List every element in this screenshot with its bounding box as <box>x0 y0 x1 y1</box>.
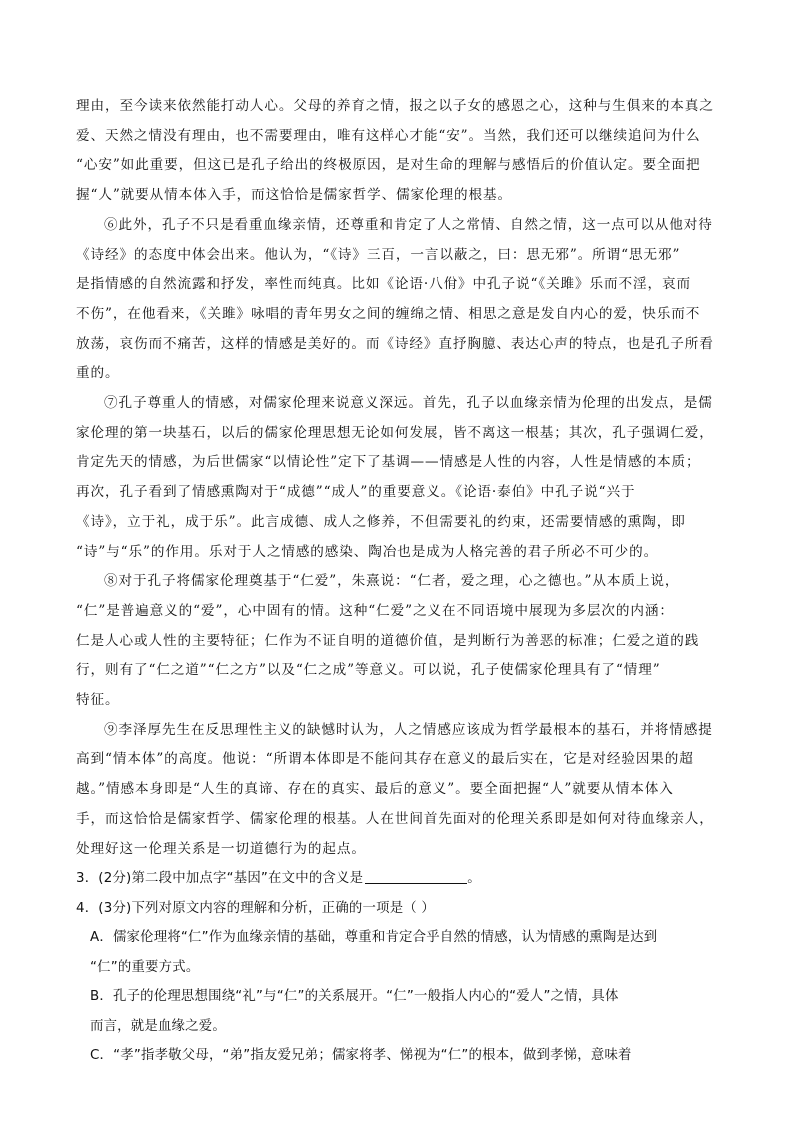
question-4-stem: 4．(3分)下列对原文内容的理解和分析，正确的一项是（ ） <box>76 900 435 916</box>
question-3-prompt: 3．(2分)第二段中加点字“基因”在文中的含义是 <box>76 871 364 887</box>
document-content <box>76 92 722 1071</box>
text-line: “诗”与“乐”的作用。乐对于人之情感的感染、陶冶也是成为人格完善的君子所必不可少的。 <box>76 543 659 560</box>
text-line: 爱、天然之情没有理由，也不需要理由，唯有这样心才能“安”。当然，我们还可以继续追问为什么 <box>76 127 701 144</box>
answer-blank[interactable] <box>365 869 467 884</box>
text-line: 肯定先天的情感，为后世儒家“以情论性”定下了基调——情感是人性的内容，人性是情感的本质； <box>76 454 701 471</box>
text-line: 放荡，哀伤而不痛苦，这样的情感是美好的。而《诗经》直抒胸臆、表达心声的特点，也是孔子所看 <box>76 335 714 352</box>
text-line: “心安”如此重要，但这已是孔子给出的终极原因，是对生命的理解与感悟后的价值认定。要全面把 <box>76 157 701 174</box>
option-b-line: B．孔子的伦理思想围绕“礼”与“仁”的关系展开。“仁”一般指人内心的“爱人”之情，具体 <box>90 989 619 1005</box>
text-line: “仁”是普遍意义的“爱”，心中固有的情。这种“仁爱”之义在不同语境中展现为多层次的内涵： <box>76 602 674 619</box>
paragraph-continued <box>76 92 722 211</box>
text-line: 行，则有了“仁之道”“仁之方”以及“仁之成”等意义。可以说，孔子使儒家伦理具有了“情理” <box>76 662 661 679</box>
question-3 <box>76 864 722 894</box>
text-line: 是指情感的自然流露和抒发，率性而纯真。比如《论语·八佾》中孔子说“《关雎》乐而不淫，哀而 <box>76 276 692 293</box>
paragraph-9 <box>76 716 722 865</box>
paragraph-6 <box>76 211 722 389</box>
option-c-line: C．“孝”指孝敬父母，“弟”指友爱兄弟；儒家将孝、悌视为“仁”的根本，做到孝悌，意味着 <box>90 1048 632 1064</box>
text-line: 家伦理的第一块基石，以后的儒家伦理思想无论如何发展，皆不离这一根基；其次，孔子强调仁爱， <box>76 424 714 441</box>
text-line: 重的。 <box>76 365 120 382</box>
text-line: 特征。 <box>76 692 120 709</box>
text-line: 仁是人心或人性的主要特征；仁作为不证自明的道德价值，是判断行为善恶的标准；仁爱之道的践 <box>76 632 700 649</box>
paragraph-8 <box>76 567 722 716</box>
text-line: ⑨李泽厚先生在反思理性主义的缺憾时认为，人之情感应该成为哲学最根本的基石，并将情感提 <box>104 721 713 738</box>
option-a-line: A．儒家伦理将“仁”作为血缘亲情的基础，尊重和肯定合乎自然的情感，认为情感的熏陶是达到 <box>90 930 658 946</box>
text-line: 理由，至今读来依然能打动人心。父母的养育之情，报之以子女的感恩之心，这种与生俱来的本真之 <box>76 98 714 114</box>
text-line: 不伤”，在他看来，《关雎》咏唱的青年男女之间的缠绵之情、相思之意是发自内心的爱，快乐而不 <box>76 305 701 322</box>
option-b-line: 而言，就是血缘之爱。 <box>90 1018 226 1034</box>
text-line: 《诗》，立于礼，成于乐”。此言成德、成人之修养，不但需要礼的约束，还需要情感的熏陶，即 <box>76 513 686 530</box>
text-line: 手，而这恰恰是儒家哲学、儒家伦理的根基。人在世间首先面对的伦理关系即是如何对待血缘亲人， <box>76 810 714 827</box>
text-line: 高到“情本体”的高度。他说：“所谓本体即是不能问其存在意义的最后实在，它是对经验因果的超 <box>76 751 694 768</box>
text-line: 握“人”就要从情本体入手，而这恰恰是儒家哲学、儒家伦理的根基。 <box>76 187 513 204</box>
text-line: ⑧对于孔子将儒家伦理奠基于“仁爱”，朱熹说：“仁者，爱之理，心之德也。”从本质上说， <box>104 573 680 590</box>
paragraph-7 <box>76 389 722 567</box>
option-a-line: “仁”的重要方式。 <box>90 959 200 975</box>
question-3-suffix: 。 <box>467 871 481 887</box>
text-line: 越。”情感本身即是“人生的真谛、存在的真实、最后的意义”。要全面把握“人”就要从情本体入 <box>76 781 674 798</box>
text-line: 《诗经》的态度中体会出来。他认为，“《诗》三百，一言以蔽之，曰：思无邪”。所谓“思无邪” <box>76 246 681 263</box>
text-line: 再次，孔子看到了情感熏陶对于“成德”“成人”的重要意义。《论语·泰伯》中孔子说“兴于 <box>76 484 636 501</box>
text-line: ⑦孔子尊重人的情感，对儒家伦理来说意义深远。首先，孔子以血缘亲情为伦理的出发点，是儒 <box>104 395 713 412</box>
question-4 <box>76 894 722 1071</box>
text-line: 处理好这一伦理关系是一切道德行为的起点。 <box>76 840 366 857</box>
text-line: ⑥此外，孔子不只是看重血缘亲情，还尊重和肯定了人之常情、自然之情，这一点可以从他对待 <box>104 216 713 233</box>
question-3-line <box>76 864 722 894</box>
